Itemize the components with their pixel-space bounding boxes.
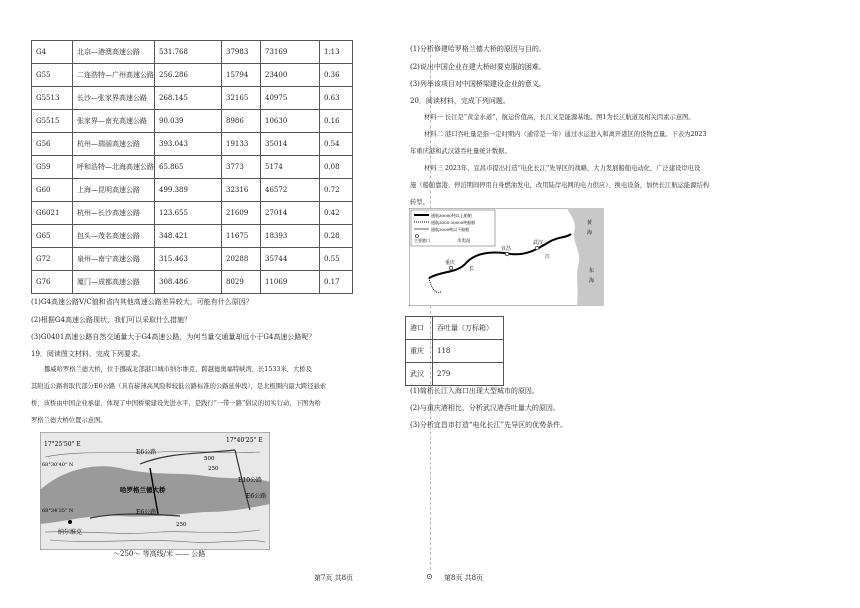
material-2-line-2: 年重庆港和武汉港吞吐量统计数据。 bbox=[410, 148, 511, 155]
q19-paragraph-line-3: 桥，该桥由中国企业承建，体现了中国桥梁建设先进水平，是践行“一带一路”倡议的切实行动，下图为哈 bbox=[31, 400, 321, 407]
port-name: 重庆 bbox=[406, 340, 433, 363]
route-name: 上海—昆明高速公路 bbox=[73, 179, 155, 202]
route-name: 杭州—长沙高速公路 bbox=[73, 202, 155, 225]
route-name: 张家界—南充高速公路 bbox=[73, 110, 155, 133]
bridge-location-map bbox=[40, 432, 270, 550]
natural-traffic: 32165 bbox=[222, 87, 261, 110]
table-row bbox=[32, 156, 353, 179]
route-code: G72 bbox=[32, 248, 73, 271]
map-lon-bottom: 68°34'35" N bbox=[42, 508, 74, 514]
table-row bbox=[32, 202, 353, 225]
natural-traffic: 37983 bbox=[222, 41, 261, 64]
route-length: 531.768 bbox=[155, 41, 222, 64]
q19-paragraph-line-2: 其附近公路将取代部分E6公路（具有崭薄高风险和较低公路标准的公路延伸段），是北极圈内最大跨径悬索 bbox=[31, 383, 327, 390]
question-20-1: (1)简析长江入海口出现大型城市的原因。 bbox=[410, 387, 539, 395]
route-name: 杭州—瑞丽高速公路 bbox=[73, 133, 155, 156]
vc-ratio: 0.28 bbox=[320, 225, 353, 248]
map-lon-top: 68°30'40" N bbox=[42, 462, 74, 468]
q19-paragraph-line-4: 罗格兰德大桥位置示意图。 bbox=[31, 417, 107, 424]
natural-traffic: 19133 bbox=[222, 133, 261, 156]
map-e6-mid: E6公路 bbox=[136, 509, 157, 516]
equivalent-traffic: 35744 bbox=[261, 248, 320, 271]
question-19-1: (1)分析修建哈罗格兰德大桥的原因与目的。 bbox=[410, 45, 546, 53]
question-20-heading: 20．阅读材料，完成下列问题。 bbox=[410, 97, 510, 105]
route-name: 北京—港澳高速公路 bbox=[73, 41, 155, 64]
table-row bbox=[32, 225, 353, 248]
equivalent-traffic: 23400 bbox=[261, 64, 320, 87]
map-wuhan: 武汉 bbox=[533, 240, 544, 246]
map-chongqing: 重庆 bbox=[445, 260, 456, 266]
map-contour-500: 500 bbox=[204, 456, 215, 462]
port-table-header bbox=[406, 317, 504, 340]
vc-ratio: 0.55 bbox=[320, 248, 353, 271]
material-3-line-1: 材料三 2023年，宜昌市提出打造“电化长江”先导区的战略，大力发展船舶电动化，广泛建设岸电设 bbox=[424, 165, 701, 172]
route-name: 呼和浩特—北海高速公路 bbox=[73, 156, 155, 179]
question-20-3: (3)分析宜昌市打造“电化长江”先导区的优势条件。 bbox=[410, 421, 568, 429]
port-throughput: 118 bbox=[433, 340, 504, 363]
port-header: 港口 bbox=[406, 317, 433, 340]
route-length: 90.039 bbox=[155, 110, 222, 133]
left-page-footer: 第7页 共8页 bbox=[314, 574, 354, 582]
route-code: G76 bbox=[32, 271, 73, 294]
equivalent-traffic: 73169 bbox=[261, 41, 320, 64]
legend-hydropower: 水电站 bbox=[457, 239, 471, 244]
equivalent-traffic: 5174 bbox=[261, 156, 320, 179]
route-code: G56 bbox=[32, 133, 73, 156]
map-jiang: 江 bbox=[545, 254, 551, 260]
map-e10: E10公路 bbox=[238, 477, 263, 484]
question-1: (1)G4高速公路V/C值和省内其他高速公路差异较大，可能有什么原因？ bbox=[31, 298, 253, 306]
table-row bbox=[32, 271, 353, 294]
table-row bbox=[32, 64, 353, 87]
question-3: (3)G0401高速公路自然交通量大于G4高速公路，为何当量交通量却远小于G4高速公路呢？ bbox=[31, 333, 316, 341]
route-name: 包头—茂名高速公路 bbox=[73, 225, 155, 248]
vc-ratio: 0.63 bbox=[320, 87, 353, 110]
route-length: 123.655 bbox=[155, 202, 222, 225]
vc-ratio: 0.54 bbox=[320, 133, 353, 156]
map-e6-right: E6公路 bbox=[246, 493, 267, 500]
highway-table bbox=[31, 40, 353, 294]
route-length: 348.421 bbox=[155, 225, 222, 248]
question-19-heading: 19．阅读图文材料，完成下列要求。 bbox=[31, 350, 145, 358]
route-name: 泉州—南宁高速公路 bbox=[73, 248, 155, 271]
legend-large-ship: 通航30000吨以上船舶 bbox=[431, 213, 472, 218]
route-length: 65.865 bbox=[155, 156, 222, 179]
question-19-3: (3)列举该项目对中国桥梁建设企业的意义。 bbox=[410, 80, 546, 88]
material-1-line-1: 材料一 长江是“黄金水道”，航运价值高，长江又是能源基地。图1为长江航道及相关因素示意图。 bbox=[424, 114, 695, 121]
legend-medium-ship: 通航3000-30000吨船舶 bbox=[431, 220, 476, 225]
natural-traffic: 11675 bbox=[222, 225, 261, 248]
route-code: G59 bbox=[32, 156, 73, 179]
q19-paragraph-line-1: 挪威哈罗格兰德大桥，位于挪威北部港口城市纳尔维克，跨越德奥福特峡湾，长1533米，大桥及 bbox=[44, 366, 312, 373]
map-chang: 长 bbox=[469, 266, 475, 272]
natural-traffic: 32316 bbox=[222, 179, 261, 202]
throughput-header: 吞吐量（万标箱） bbox=[433, 317, 504, 340]
map-contour-250b: 250 bbox=[176, 522, 187, 528]
vc-ratio: 0.42 bbox=[320, 202, 353, 225]
equivalent-traffic: 40975 bbox=[261, 87, 320, 110]
equivalent-traffic: 11069 bbox=[261, 271, 320, 294]
route-code: G6021 bbox=[32, 202, 73, 225]
vc-ratio: 0.36 bbox=[320, 64, 353, 87]
table-row bbox=[406, 363, 504, 386]
natural-traffic: 8029 bbox=[222, 271, 261, 294]
map-east-sea-2: 海 bbox=[589, 278, 595, 284]
route-name: 长沙—张家界高速公路 bbox=[73, 87, 155, 110]
table-row bbox=[32, 87, 353, 110]
vc-ratio: 0.17 bbox=[320, 271, 353, 294]
equivalent-traffic: 27014 bbox=[261, 202, 320, 225]
map-lat-right: 17°40'25" E bbox=[226, 437, 263, 444]
equivalent-traffic: 18393 bbox=[261, 225, 320, 248]
map-yichang: 宜昌 bbox=[501, 246, 512, 252]
binding-dot-icon: ⊙ bbox=[426, 572, 433, 581]
map-bridge-label: 哈罗格兰德大桥 bbox=[120, 486, 166, 494]
vc-ratio: 1.13 bbox=[320, 41, 353, 64]
equivalent-traffic: 35014 bbox=[261, 133, 320, 156]
map-e6-top: E6公路 bbox=[136, 449, 157, 456]
table-row bbox=[32, 110, 353, 133]
question-2: (2)根据G4高速公路现状，我们可以采取什么措施？ bbox=[31, 316, 191, 324]
route-length: 499.389 bbox=[155, 179, 222, 202]
natural-traffic: 21609 bbox=[222, 202, 261, 225]
vc-ratio: 0.72 bbox=[320, 179, 353, 202]
map-legend: ～250～ 等高线/米 —— 公路 bbox=[113, 550, 206, 558]
route-code: G60 bbox=[32, 179, 73, 202]
port-throughput-table bbox=[405, 316, 504, 386]
port-name: 武汉 bbox=[406, 363, 433, 386]
equivalent-traffic: 46572 bbox=[261, 179, 320, 202]
table-row bbox=[32, 41, 353, 64]
vc-ratio: 0.08 bbox=[320, 156, 353, 179]
table-row bbox=[406, 340, 504, 363]
route-length: 268.145 bbox=[155, 87, 222, 110]
map-east-sea-1: 东 bbox=[589, 268, 595, 274]
route-length: 256.286 bbox=[155, 64, 222, 87]
legend-port: 主要港口 bbox=[414, 238, 430, 243]
route-code: G5515 bbox=[32, 110, 73, 133]
natural-traffic: 3773 bbox=[222, 156, 261, 179]
right-page-footer: 第8页 共8页 bbox=[444, 574, 484, 582]
vc-ratio: 0.16 bbox=[320, 110, 353, 133]
natural-traffic: 20288 bbox=[222, 248, 261, 271]
route-code: G4 bbox=[32, 41, 73, 64]
route-code: G5513 bbox=[32, 87, 73, 110]
route-length: 393.043 bbox=[155, 133, 222, 156]
material-2-line-1: 材料二 港口吞吐量是指一定时期内（通常是一年）通过水运进入和离开港区的货物总量。下表为2023 bbox=[424, 131, 707, 138]
route-name: 二连浩特—广州高速公路 bbox=[73, 64, 155, 87]
yangtze-map bbox=[409, 208, 604, 306]
route-length: 315.463 bbox=[155, 248, 222, 271]
equivalent-traffic: 10630 bbox=[261, 110, 320, 133]
map-city-narvik: 纳尔维克 bbox=[58, 529, 83, 536]
table-row bbox=[32, 248, 353, 271]
route-code: G65 bbox=[32, 225, 73, 248]
question-19-2: (2)说出中国企业在建大桥时要克服的困难。 bbox=[410, 63, 546, 71]
legend-small-ship: 通航3000吨以下船舶 bbox=[431, 227, 470, 232]
map-lat-left: 17°25'50" E bbox=[44, 441, 81, 448]
route-name: 厦门—成都高速公路 bbox=[73, 271, 155, 294]
question-20-2: (2)与重庆港相比，分析武汉港吞吐量大的原因。 bbox=[410, 404, 560, 412]
route-length: 308.486 bbox=[155, 271, 222, 294]
table-row bbox=[32, 133, 353, 156]
map-yellow-sea-2: 海 bbox=[587, 230, 593, 236]
table-row bbox=[32, 179, 353, 202]
route-code: G55 bbox=[32, 64, 73, 87]
natural-traffic: 8986 bbox=[222, 110, 261, 133]
map-contour-250a: 250 bbox=[208, 466, 219, 472]
material-3-line-3: 转型。 bbox=[410, 199, 429, 206]
port-throughput: 279 bbox=[433, 363, 504, 386]
material-3-line-2: 施（船舶靠港、停泊期间停用自身燃油发电，改用陆岸电网的电力供应）、换电设备，加快长江航运能源结构 bbox=[410, 182, 710, 189]
natural-traffic: 15794 bbox=[222, 64, 261, 87]
map-yellow-sea-1: 黄 bbox=[587, 220, 593, 226]
